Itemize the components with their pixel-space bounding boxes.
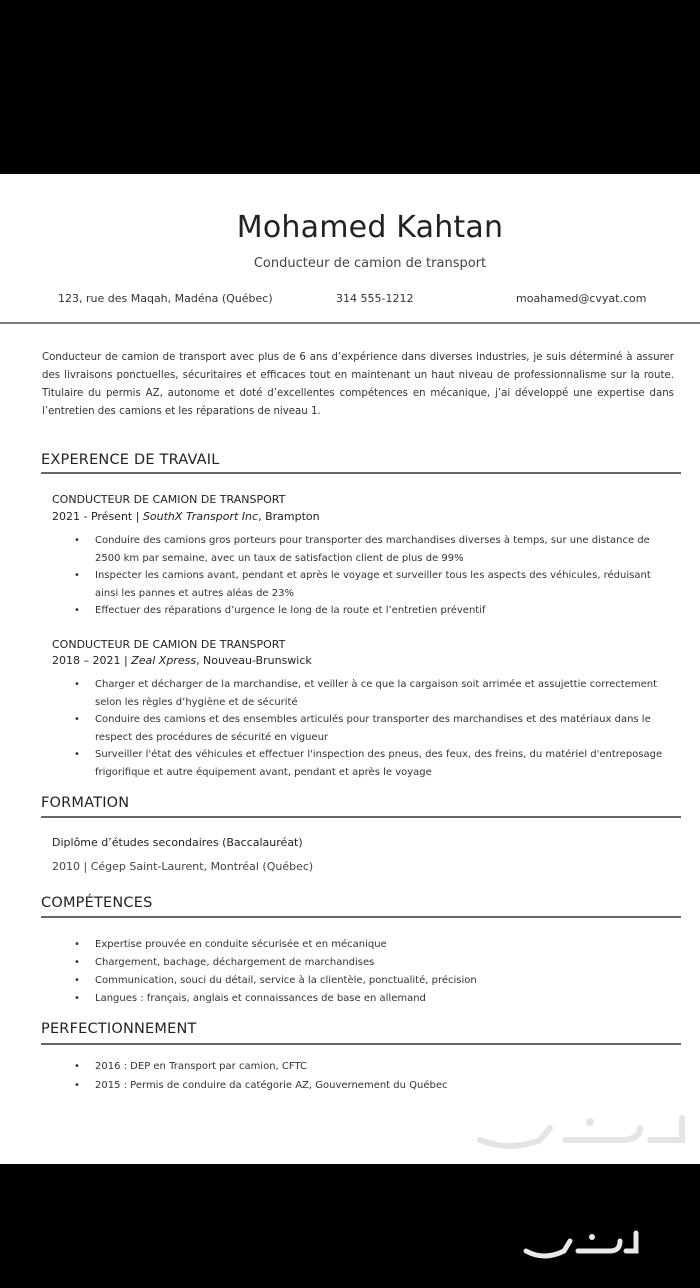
diploma-title: Diplôme d’études secondaires (Baccalauréat) — [52, 836, 303, 849]
list-item: • Effectuer des réparations d’urgence le long de la route et l’entretien préventif — [74, 602, 674, 620]
training-list — [74, 1057, 674, 1095]
watermark-logo-icon — [520, 1225, 640, 1265]
list-item: • Expertise prouvée en conduite sécurisée et en mécanique — [74, 936, 674, 954]
contact-address: 123, rue des Maqah, Madéna (Québec) — [58, 292, 273, 305]
bullet-icon: • — [74, 535, 80, 546]
job-title: CONDUCTEUR DE CAMION DE TRANSPORT — [52, 638, 286, 651]
bullet-icon: • — [74, 714, 80, 725]
list-item: • Chargement, bachage, déchargement de marchandises — [74, 954, 674, 972]
section-rule — [41, 472, 681, 474]
bullet-icon: • — [74, 1080, 80, 1091]
resume-page — [0, 174, 700, 1164]
contact-email: moahamed@cvyat.com — [516, 292, 647, 305]
summary-paragraph: Conducteur de camion de transport avec plus de 6 ans d’expérience dans diverses industries, je suis déterminé à assurer des livraisons ponctuelles, sécuritaires et efficaces tout en maintenant un haut niveau de professionnalisme sur la route. Titulaire du permis AZ, autonome et doté d’excellentes compétences en mécanique, j’ai développé une expertise dans l’entretien des camions et les réparations de niveau 1. — [42, 352, 674, 417]
section-heading-perfectionnement: PERFECTIONNEMENT — [41, 1021, 197, 1037]
list-item: • Charger et décharger de la marchandise, et veiller à ce que la cargaison soit arrimée et assujettie correctement selon les règles d’hygiène et de sécurité — [74, 676, 674, 711]
list-item: • 2016 : DEP en Transport par camion, CFTC — [74, 1057, 674, 1076]
diploma-detail: 2010 | Cégep Saint-Laurent, Montréal (Québec) — [52, 860, 314, 873]
job-company: SouthX Transport Inc — [142, 510, 259, 523]
bullet-icon: • — [74, 939, 80, 950]
contact-phone: 314 555-1212 — [336, 292, 414, 305]
resume-name: Mohamed Kahtan — [236, 210, 504, 245]
section-heading-experience: EXPERENCE DE TRAVAIL — [41, 452, 220, 468]
list-item: • Communication, souci du détail, service à la clientèle, ponctualité, précision — [74, 972, 674, 990]
bullet-icon: • — [74, 605, 80, 616]
job-meta — [52, 510, 320, 523]
list-item: • Surveiller l'état des véhicules et effectuer l'inspection des pneus, des feux, des freins, du matériel d'entreposage frigorifique et autre équipement avant, pendant et après le voyage — [74, 746, 674, 781]
list-item: • 2015 : Permis de conduire da catégorie AZ, Gouvernement du Québec — [74, 1076, 674, 1095]
list-item: • Inspecter les camions avant, pendant et après le voyage et surveiller tous les aspects des véhicules, réduisant ainsi les pannes et autres aléas de 23% — [74, 567, 674, 602]
bullet-icon: • — [74, 957, 80, 968]
watermark-logo-icon — [470, 1108, 690, 1158]
section-rule — [41, 816, 681, 818]
job-dates: 2021 - Présent | — [52, 510, 143, 523]
bullet-icon: • — [74, 1061, 80, 1072]
skills-list — [74, 936, 674, 1008]
list-item: • Conduire des camions gros porteurs pour transporter des marchandises diverses à temps, sur une distance de 2500 km par semaine, avec un taux de satisfaction client de plus de 99% — [74, 532, 674, 567]
job-location: , Brampton — [258, 510, 320, 523]
list-item: • Conduire des camions et des ensembles articulés pour transporter des marchandises et des matériaux dans le respect des procédures de sécurité en vigueur — [74, 711, 674, 746]
section-rule — [41, 1043, 681, 1045]
bullet-icon: • — [74, 570, 80, 581]
job-bullets — [74, 676, 674, 781]
bullet-icon: • — [74, 749, 80, 760]
job-title: CONDUCTEUR DE CAMION DE TRANSPORT — [52, 493, 286, 506]
section-rule — [41, 916, 681, 918]
job-bullets — [74, 532, 674, 620]
section-heading-formation: FORMATION — [41, 795, 130, 811]
job-location: , Nouveau-Brunswick — [196, 654, 312, 667]
list-item: • Langues : français, anglais et connaissances de base en allemand — [74, 990, 674, 1008]
bullet-icon: • — [74, 679, 80, 690]
job-dates: 2018 – 2021 | — [52, 654, 132, 667]
header-divider — [0, 322, 700, 324]
job-company: Zeal Xpress — [131, 654, 197, 667]
job-meta — [52, 654, 312, 667]
section-heading-competences: COMPÉTENCES — [41, 895, 153, 911]
bullet-icon: • — [74, 975, 80, 986]
resume-subtitle: Conducteur de camion de transport — [253, 256, 487, 271]
bullet-icon: • — [74, 993, 80, 1004]
